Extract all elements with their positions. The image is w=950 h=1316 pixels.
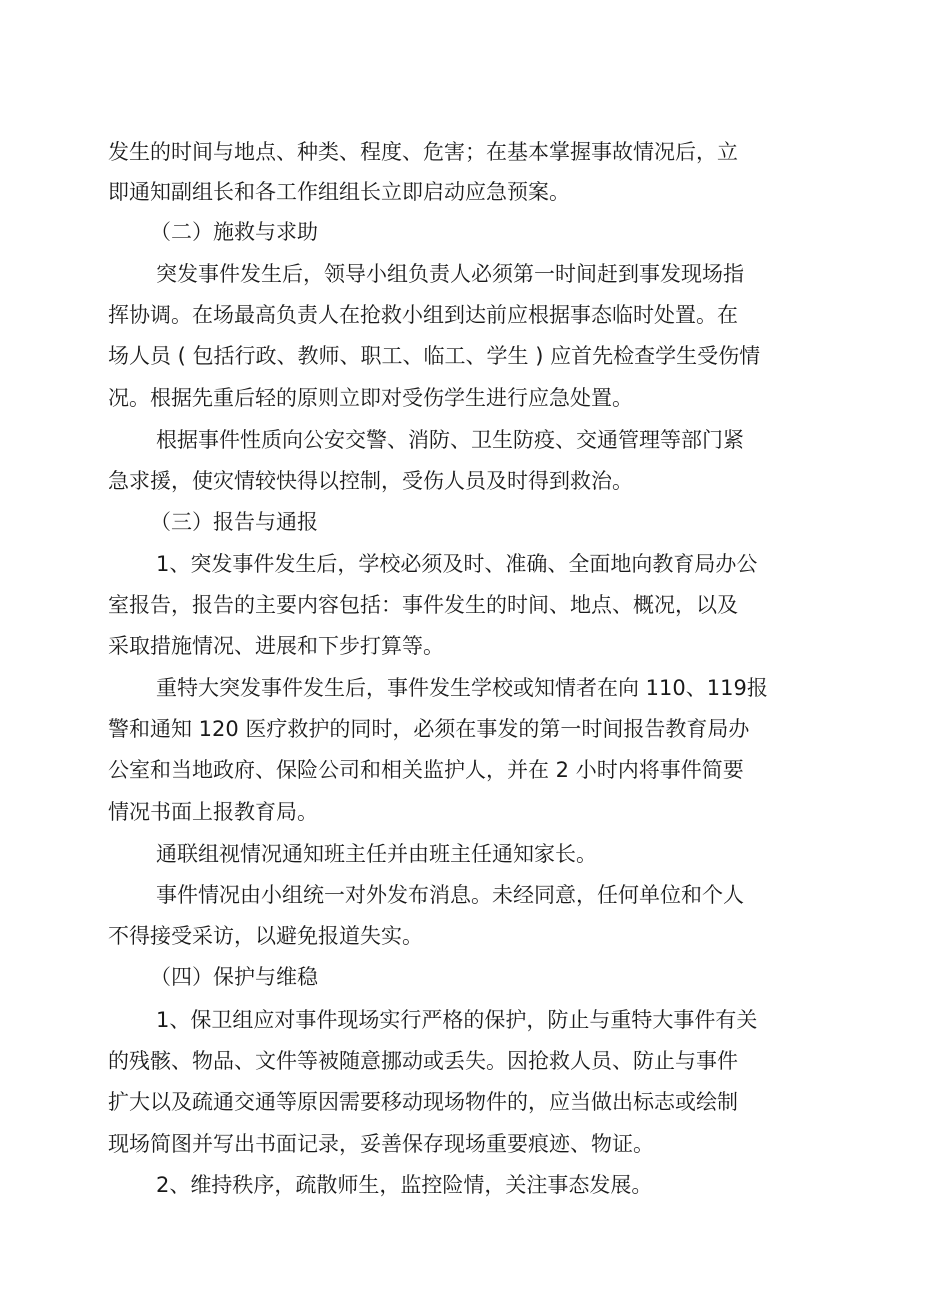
text-line: 不得接受采访，以避免报道失实。 <box>108 924 423 948</box>
text-line: 即通知副组长和各工作组组长立即启动应急预案。 <box>108 180 570 204</box>
text-line: 室报告，报告的主要内容包括：事件发生的时间、地点、概况，以及 <box>108 593 738 617</box>
text-line: 根据事件性质向公安交警、消防、卫生防疫、交通管理等部门紧 <box>156 428 744 452</box>
text-line: 突发事件发生后，领导小组负责人必须第一时间赶到事发现场指 <box>156 262 744 286</box>
text-line: 1、突发事件发生后，学校必须及时、准确、全面地向教育局办公 <box>156 552 758 576</box>
section-heading: （四）保护与维稳 <box>150 965 318 989</box>
text-line: 重特大突发事件发生后，事件发生学校或知情者在向 110、119报 <box>156 676 768 700</box>
text-line: 采取措施情况、进展和下步打算等。 <box>108 634 444 658</box>
text-line: 的残骸、物品、文件等被随意挪动或丢失。因抢救人员、防止与事件 <box>108 1049 738 1073</box>
text-line: 2、维持秩序，疏散师生，监控险情，关注事态发展。 <box>156 1173 653 1197</box>
text-line: 扩大以及疏通交通等原因需要移动现场物件的，应当做出标志或绘制 <box>108 1090 738 1114</box>
text-line: 发生的时间与地点、种类、程度、危害；在基本掌握事故情况后，立 <box>108 140 738 164</box>
text-line: 现场简图并写出书面记录，妥善保存现场重要痕迹、物证。 <box>108 1132 654 1156</box>
text-line: 情况书面上报教育局。 <box>108 800 318 824</box>
section-heading: （二）施救与求助 <box>150 220 318 244</box>
text-line: 挥协调。在场最高负责人在抢救小组到达前应根据事态临时处置。在 <box>108 303 738 327</box>
text-line: 1、保卫组应对事件现场实行严格的保护，防止与重特大事件有关 <box>156 1008 758 1032</box>
text-line: 况。根据先重后轻的原则立即对受伤学生进行应急处置。 <box>108 386 633 410</box>
section-heading: （三）报告与通报 <box>150 510 318 534</box>
text-line: 场人员 ( 包括行政、教师、职工、临工、学生 ) 应首先检查学生受伤情 <box>108 344 761 368</box>
text-line: 事件情况由小组统一对外发布消息。未经同意，任何单位和个人 <box>156 883 744 907</box>
text-line: 公室和当地政府、保险公司和相关监护人，并在 2 小时内将事件简要 <box>108 758 744 782</box>
text-line: 急求援，使灾情较快得以控制，受伤人员及时得到救治。 <box>108 469 633 493</box>
text-line: 警和通知 120 医疗救护的同时，必须在事发的第一时间报告教育局办 <box>108 717 750 741</box>
text-line: 通联组视情况通知班主任并由班主任通知家长。 <box>156 842 597 866</box>
